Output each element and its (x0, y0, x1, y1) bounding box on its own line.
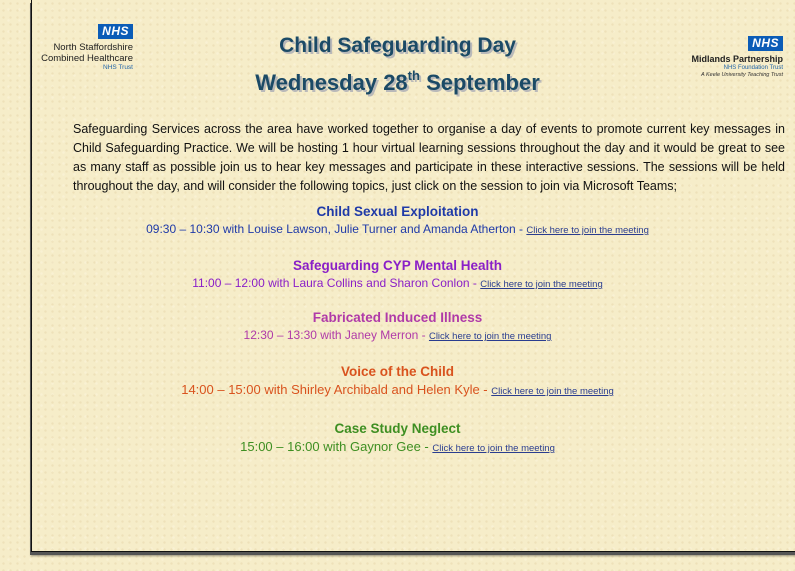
session-heading: Voice of the Child (340, 364, 454, 379)
session-details (0, 438, 795, 457)
session-details (0, 221, 795, 239)
nhs-logo-badge: NHS (748, 36, 783, 51)
session-heading: Fabricated Induced Illness (312, 310, 483, 325)
session-time-presenters: 11:00 – 12:00 with Laura Collins and Sharon Conlon - (192, 276, 481, 290)
session-heading: Safeguarding CYP Mental Health (292, 258, 503, 273)
session-time-presenters: 09:30 – 10:30 with Louise Lawson, Julie Turner and Amanda Atherton - (146, 222, 527, 236)
join-meeting-link[interactable]: Click here to join the meeting (428, 331, 552, 342)
session-details (0, 327, 795, 345)
session-time-presenters: 14:00 – 15:00 with Shirley Archibald and Helen Kyle - (181, 382, 492, 397)
session-heading: Case Study Neglect (334, 421, 461, 436)
date-prefix: Wednesday 28 (255, 70, 408, 95)
intro-paragraph: Safeguarding Services across the area have worked together to organise a day of events to promote current key messages in Child Safeguarding Practice. We will be hosting 1 hour virtual learning sessions throughout the day and it would be great to see as many staff as possible join us to hear key messages and participate in these interactive sessions. The sessions will be held throughout the day, and will consider the following topics, just click on the session to join via Microsoft Teams; (73, 122, 785, 193)
session-cse (0, 203, 795, 239)
join-meeting-link[interactable]: Click here to join the meeting (526, 225, 649, 236)
join-meeting-link[interactable]: Click here to join the meeting (491, 386, 614, 397)
date-suffix: th (407, 68, 420, 83)
session-fabricated-induced-illness (0, 309, 795, 345)
session-details (0, 381, 795, 400)
session-heading: Child Sexual Exploitation (316, 204, 479, 219)
nhs-logo-badge: NHS (98, 24, 133, 39)
logo-right-line3: A Keele University Teaching Trust (700, 72, 783, 78)
session-cyp-mental-health (0, 257, 795, 293)
logo-right-line1: Midlands Partnership (691, 54, 783, 64)
date-rest: September (419, 70, 540, 95)
logo-left-line3: NHS Trust (103, 64, 133, 71)
join-meeting-link[interactable]: Click here to join the meeting (480, 279, 603, 290)
session-voice-of-the-child (0, 363, 795, 400)
session-details (0, 275, 795, 293)
session-time-presenters: 15:00 – 16:00 with Gaynor Gee - (240, 439, 433, 454)
page-title: Child Safeguarding Day (279, 34, 516, 57)
logo-left-line1: North Staffordshire (53, 42, 133, 53)
logo-right-line2: NHS Foundation Trust (723, 65, 783, 71)
join-meeting-link[interactable]: Click here to join the meeting (432, 443, 555, 454)
session-case-study-neglect (0, 420, 795, 457)
event-date (0, 70, 795, 96)
session-time-presenters: 12:30 – 13:30 with Janey Merron - (243, 328, 429, 342)
logo-left-line2: Combined Healthcare (41, 53, 133, 64)
